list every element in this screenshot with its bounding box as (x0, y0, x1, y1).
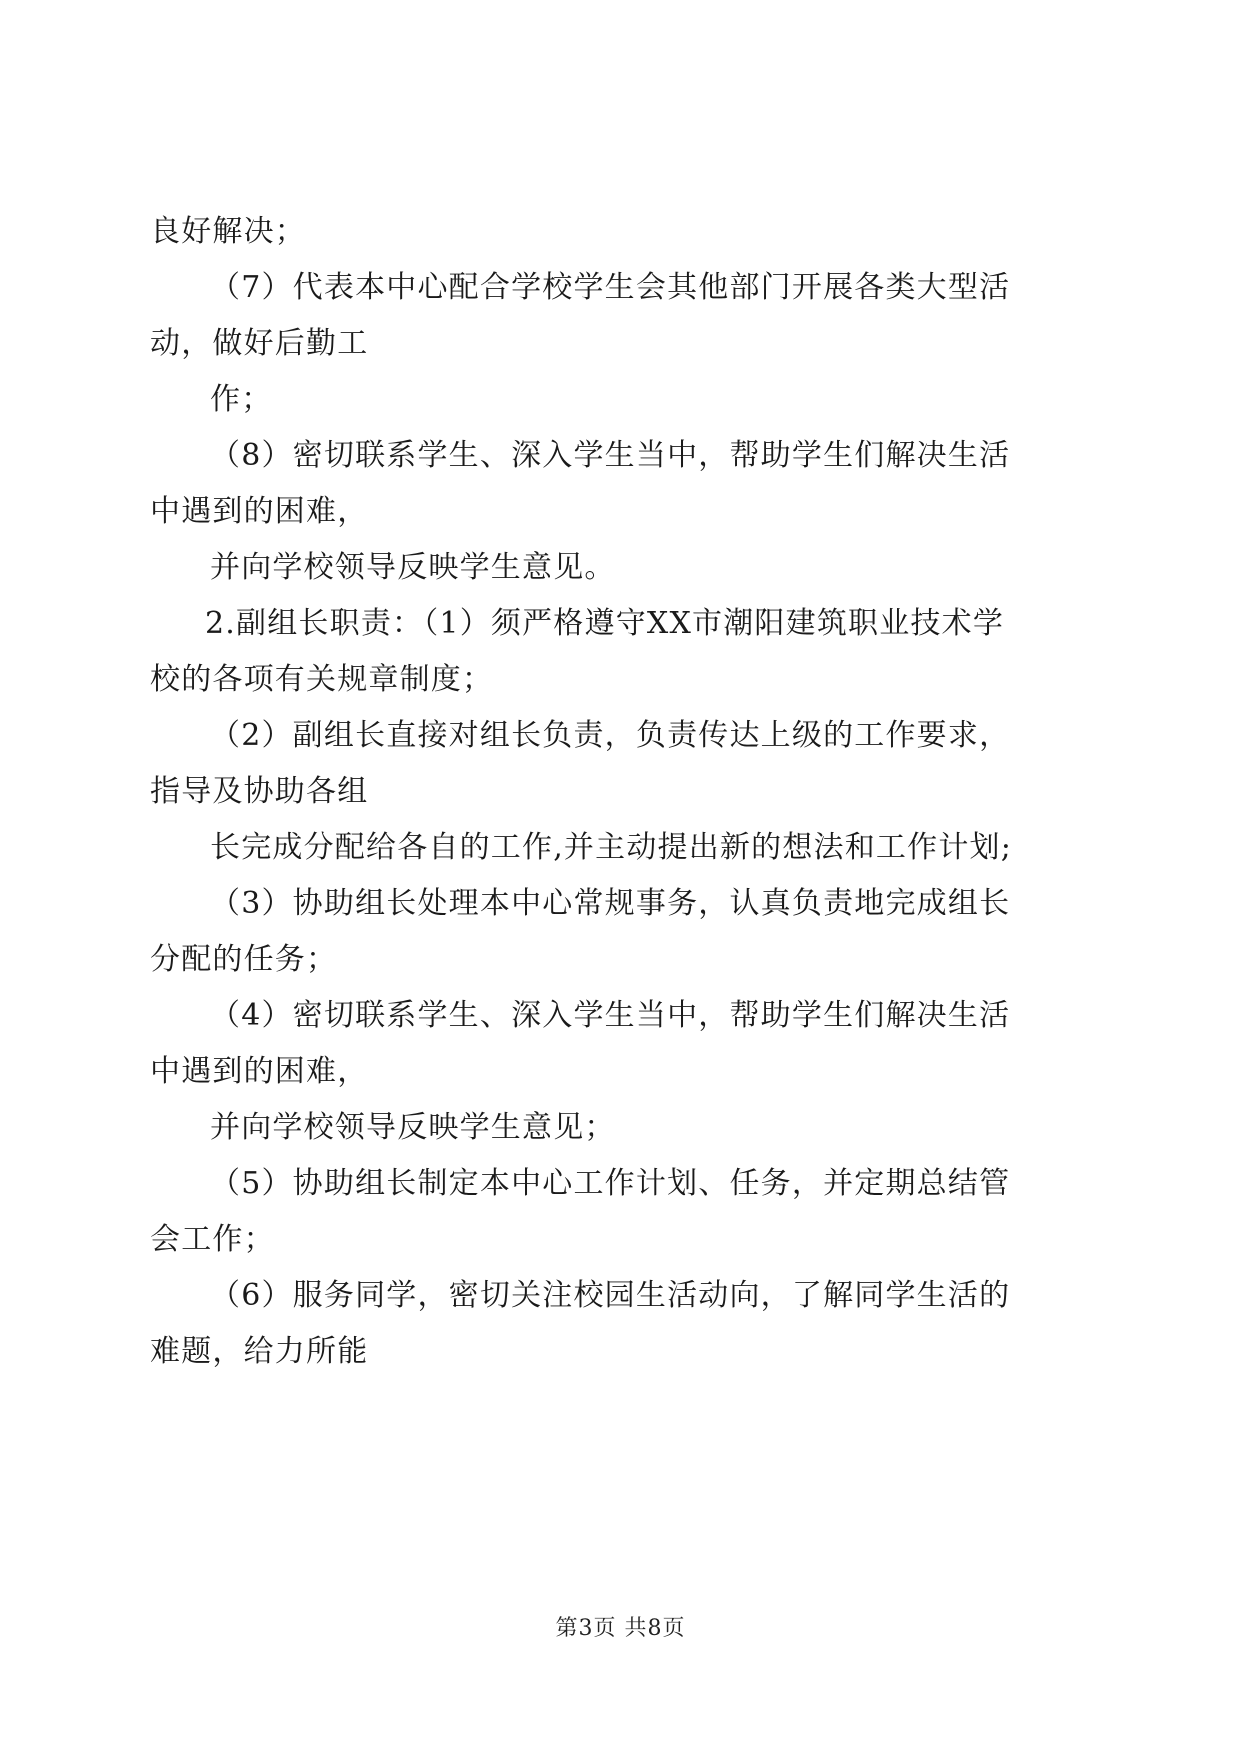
text-line-5: （8）密切联系学生、深入学生当中，帮助学生们解决生活 (210, 438, 1011, 473)
text-line-18: （5）协助组长制定本中心工作计划、任务，并定期总结管 (210, 1166, 1011, 1201)
text-line-7: 并向学校领导反映学生意见。 (210, 550, 616, 585)
text-line-1: 良好解决； (150, 214, 306, 249)
text-line-16: 中遇到的困难， (150, 1054, 369, 1089)
text-line-13: （3）协助组长处理本中心常规事务，认真负责地完成组长 (210, 886, 1011, 921)
text-line-12: 长完成分配给各自的工作,并主动提出新的想法和工作计划; (210, 830, 1013, 865)
text-line-14: 分配的任务； (150, 942, 338, 977)
text-line-2: （7）代表本中心配合学校学生会其他部门开展各类大型活 (210, 270, 1011, 305)
text-line-15: （4）密切联系学生、深入学生当中，帮助学生们解决生活 (210, 998, 1011, 1033)
text-line-20: （6）服务同学，密切关注校园生活动向，了解同学生活的 (210, 1278, 1011, 1313)
text-line-8: 2.副组长职责：（1）须严格遵守XX市潮阳建筑职业技术学 (205, 606, 1005, 641)
text-line-11: 指导及协助各组 (150, 774, 369, 809)
text-line-10: （2）副组长直接对组长负责，负责传达上级的工作要求， (210, 718, 1011, 753)
text-line-21: 难题，给力所能 (150, 1334, 369, 1369)
text-line-9: 校的各项有关规章制度； (150, 662, 494, 697)
text-line-4: 作； (210, 382, 273, 417)
text-line-17: 并向学校领导反映学生意见； (210, 1110, 616, 1145)
page-number-footer: 第3页 共8页 (555, 1616, 686, 1641)
text-line-6: 中遇到的困难， (150, 494, 369, 529)
text-line-3: 动，做好后勤工 (150, 326, 369, 361)
text-line-19: 会工作； (150, 1222, 275, 1257)
